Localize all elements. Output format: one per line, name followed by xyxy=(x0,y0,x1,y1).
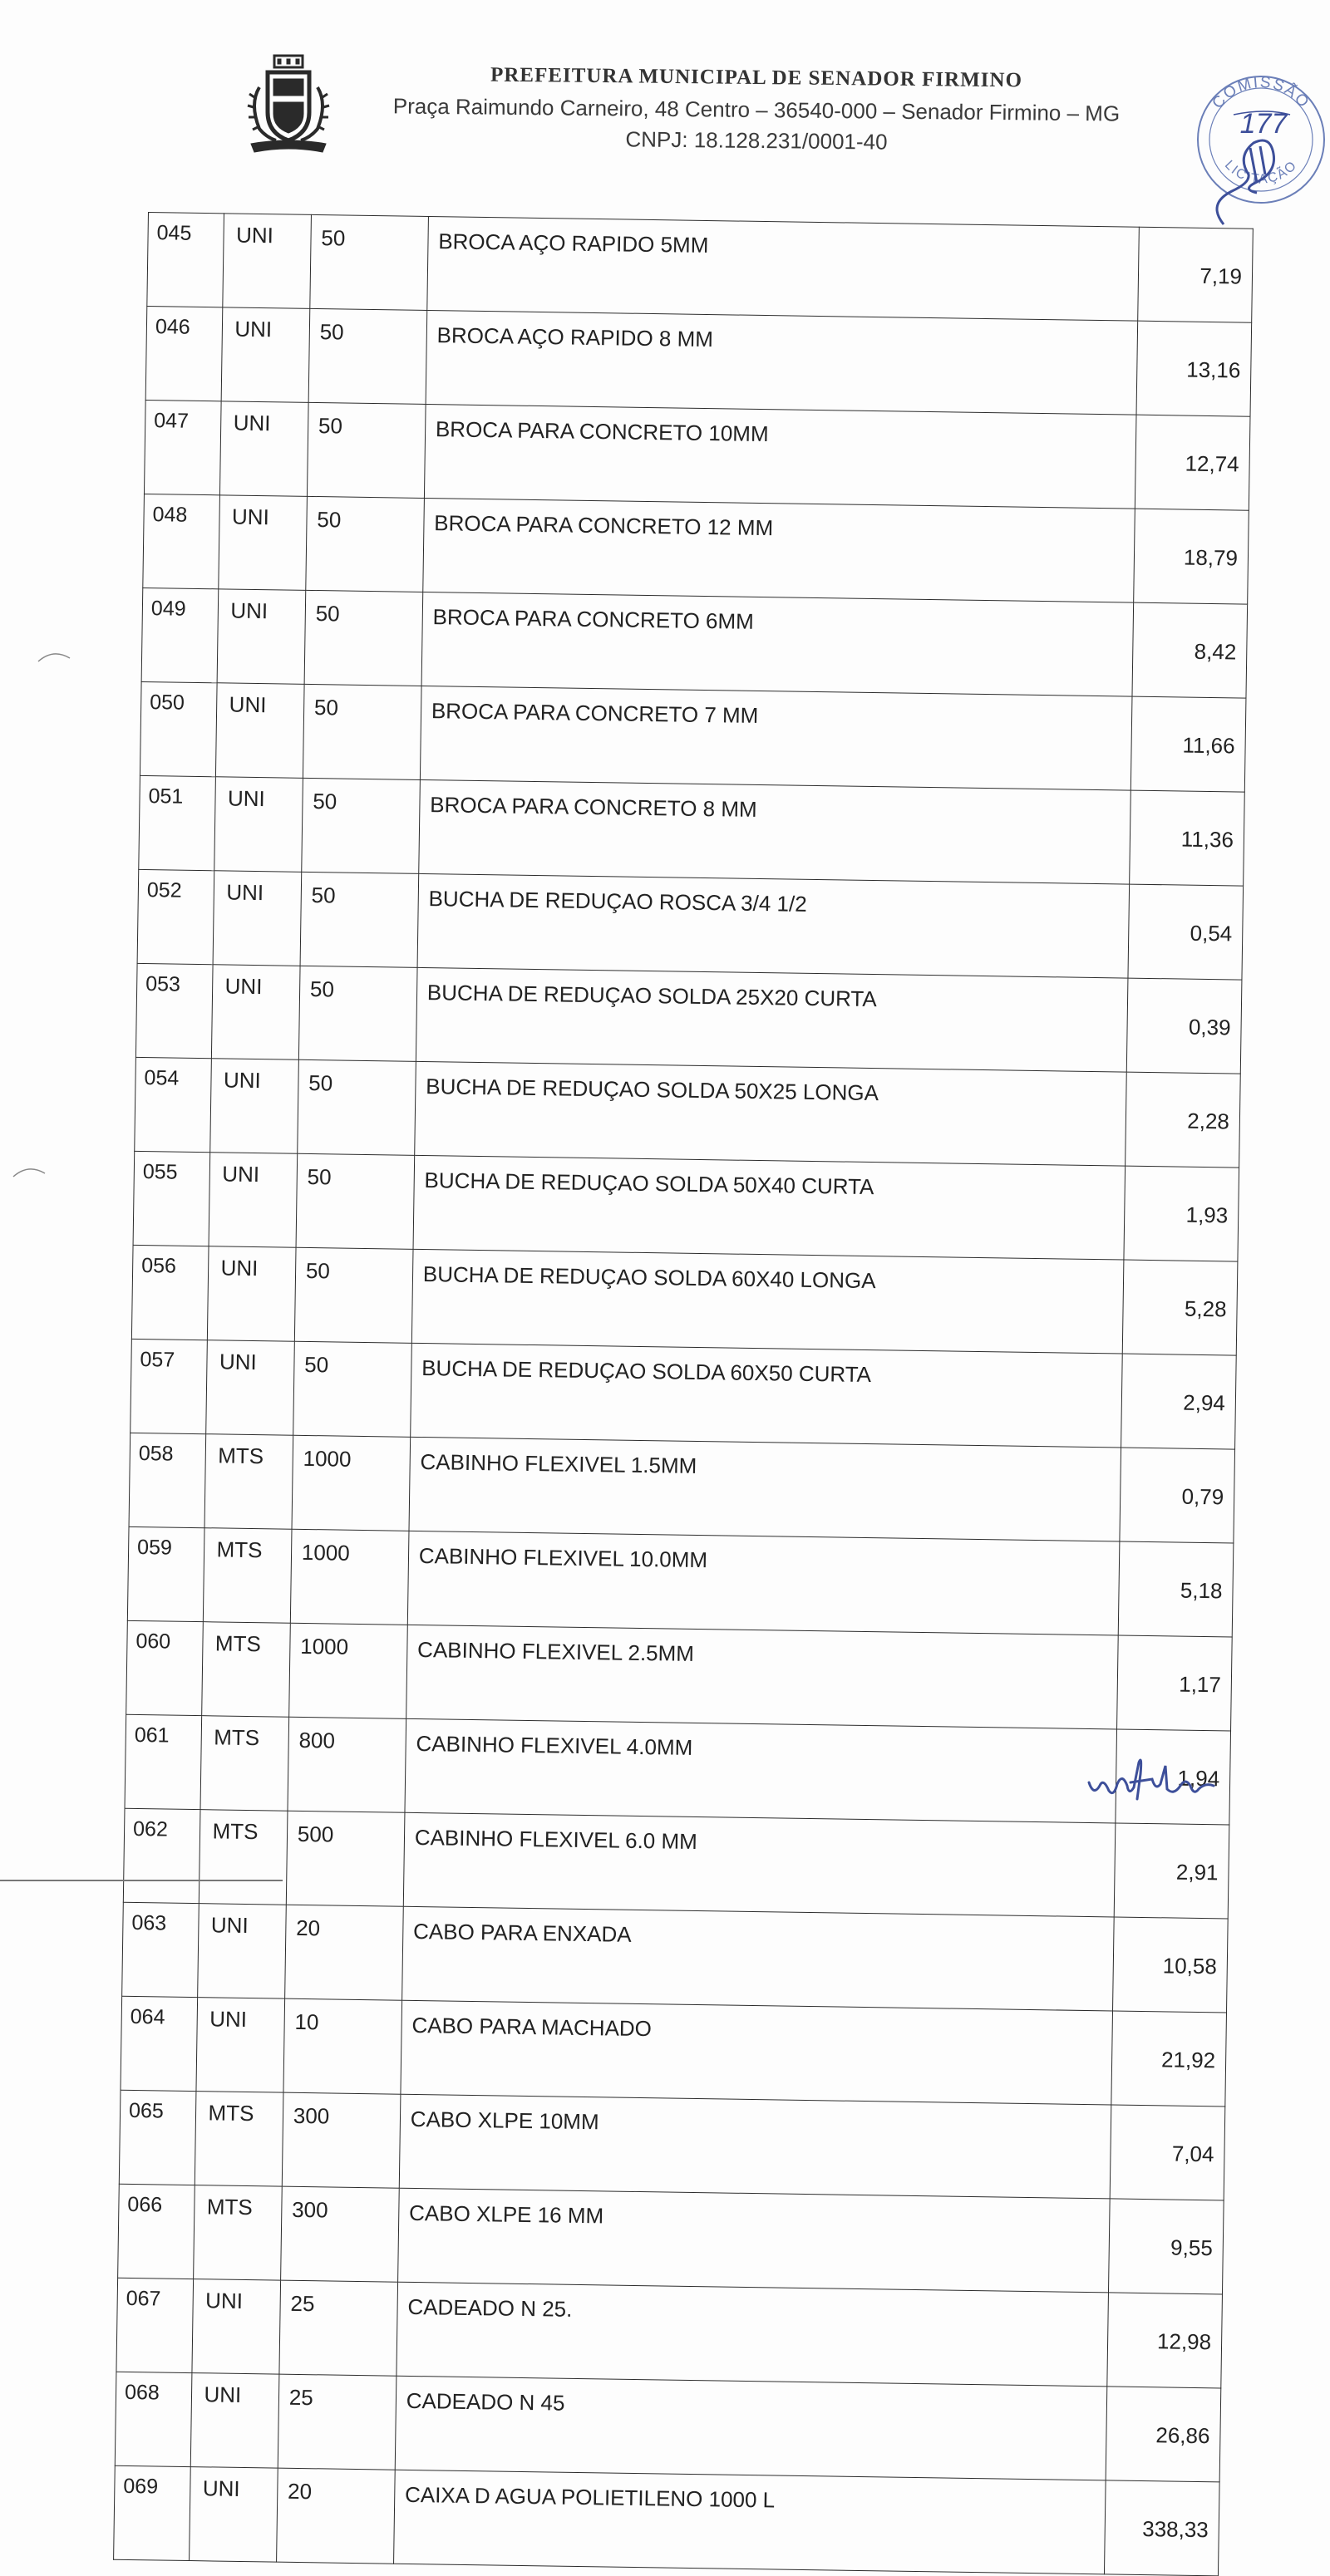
price-table xyxy=(113,212,1254,2576)
item-price-cell: 0,39 xyxy=(1127,978,1242,1074)
item-description-cell: BROCA AÇO RAPIDO 5MM xyxy=(427,217,1140,322)
item-quantity-cell: 50 xyxy=(293,1341,412,1437)
item-description-cell: CABO PARA ENXADA xyxy=(401,1906,1114,2011)
item-description-cell: BUCHA DE REDUÇAO SOLDA 60X50 CURTA xyxy=(410,1343,1122,1448)
item-code-cell: 066 xyxy=(118,2184,195,2279)
item-price-cell: 12,98 xyxy=(1107,2293,1222,2388)
table-row xyxy=(121,1996,1227,2107)
item-code-cell: 053 xyxy=(135,963,213,1058)
item-quantity-cell: 50 xyxy=(304,590,423,686)
item-unit-cell: UNI xyxy=(214,777,303,873)
table-row xyxy=(135,1057,1241,1168)
table-row xyxy=(141,587,1248,698)
item-code-cell: 059 xyxy=(127,1526,204,1621)
item-quantity-cell: 500 xyxy=(286,1811,405,1906)
item-quantity-cell: 25 xyxy=(279,2280,398,2376)
item-description-cell: BUCHA DE REDUÇAO SOLDA 50X25 LONGA xyxy=(415,1061,1127,1166)
item-description-cell: CABO XLPE 10MM xyxy=(399,2094,1111,2199)
item-price-cell: 1,17 xyxy=(1117,1635,1232,1731)
stamp-number: 177 xyxy=(1239,108,1288,140)
municipality-name: PREFEITURA MUNICIPAL DE SENADOR FIRMINO xyxy=(490,63,1023,92)
item-code-cell: 051 xyxy=(139,775,216,870)
item-unit-cell: MTS xyxy=(200,1810,288,1905)
handwritten-initials xyxy=(1081,1749,1222,1807)
item-code-cell: 058 xyxy=(129,1433,206,1527)
item-price-cell: 7,19 xyxy=(1138,227,1253,322)
table-row xyxy=(143,494,1249,604)
item-unit-cell: MTS xyxy=(202,1622,290,1718)
item-unit-cell: UNI xyxy=(208,1246,296,1342)
item-code-cell: 050 xyxy=(140,681,217,776)
item-price-cell: 7,04 xyxy=(1110,2105,1224,2200)
item-quantity-cell: 1000 xyxy=(288,1623,407,1718)
item-unit-cell: UNI xyxy=(198,1904,286,1999)
item-quantity-cell: 50 xyxy=(298,1059,416,1155)
item-code-cell: 068 xyxy=(115,2372,192,2466)
item-quantity-cell: 300 xyxy=(280,2186,399,2282)
item-code-cell: 045 xyxy=(147,213,224,307)
item-description-cell: BUCHA DE REDUÇAO SOLDA 25X20 CURTA xyxy=(416,967,1128,1072)
table-row xyxy=(122,1902,1229,2013)
item-unit-cell: UNI xyxy=(209,1153,298,1248)
item-unit-cell: UNI xyxy=(196,1998,284,2093)
margin-hole-mark xyxy=(12,1163,47,1178)
table-row xyxy=(131,1245,1238,1355)
commission-stamp xyxy=(1190,50,1330,237)
item-unit-cell: UNI xyxy=(210,1059,298,1154)
item-price-cell: 13,16 xyxy=(1136,321,1251,416)
table-row xyxy=(114,2465,1220,2576)
item-unit-cell: UNI xyxy=(220,401,308,497)
item-code-cell: 064 xyxy=(121,1996,198,2091)
item-unit-cell: MTS xyxy=(200,1716,288,1812)
item-code-cell: 048 xyxy=(143,494,220,588)
item-quantity-cell: 50 xyxy=(296,1153,415,1249)
item-code-cell: 047 xyxy=(144,400,221,494)
item-price-cell: 1,93 xyxy=(1124,1166,1239,1261)
item-description-cell: CADEADO N 45 xyxy=(395,2376,1107,2480)
item-unit-cell: UNI xyxy=(216,683,304,779)
letterhead xyxy=(0,50,1330,175)
item-quantity-cell: 50 xyxy=(302,778,421,873)
item-code-cell: 052 xyxy=(137,869,214,964)
item-price-cell: 10,58 xyxy=(1113,1917,1228,2013)
table-row xyxy=(140,681,1246,792)
margin-hole-mark xyxy=(37,648,71,663)
item-description-cell: CABINHO FLEXIVEL 10.0MM xyxy=(407,1531,1120,1635)
item-price-cell: 0,79 xyxy=(1120,1448,1234,1543)
item-quantity-cell: 50 xyxy=(308,308,427,404)
item-description-cell: BROCA PARA CONCRETO 7 MM xyxy=(420,686,1132,790)
item-code-cell: 055 xyxy=(133,1151,210,1246)
item-unit-cell: UNI xyxy=(222,307,310,403)
item-unit-cell: UNI xyxy=(212,965,300,1060)
item-price-cell: 338,33 xyxy=(1105,2480,1219,2576)
item-code-cell: 057 xyxy=(131,1339,208,1433)
item-quantity-cell: 25 xyxy=(278,2374,397,2470)
table-row xyxy=(129,1433,1235,1543)
item-price-cell: 12,74 xyxy=(1135,415,1250,510)
item-description-cell: CABINHO FLEXIVEL 6.0 MM xyxy=(403,1812,1116,1917)
item-code-cell: 054 xyxy=(135,1057,212,1152)
item-code-cell: 063 xyxy=(122,1902,200,1997)
table-row xyxy=(131,1339,1237,1449)
municipal-coat-of-arms-icon xyxy=(243,54,334,158)
item-code-cell: 062 xyxy=(123,1808,200,1903)
item-description-cell: CADEADO N 25. xyxy=(397,2282,1109,2387)
item-price-cell: 5,28 xyxy=(1123,1260,1238,1355)
item-unit-cell: MTS xyxy=(204,1434,293,1530)
item-quantity-cell: 50 xyxy=(298,966,417,1061)
item-unit-cell: UNI xyxy=(219,495,307,591)
stamp-top-text: COMISSÃO xyxy=(1209,73,1313,112)
item-unit-cell: MTS xyxy=(204,1528,292,1624)
item-description-cell: BUCHA DE REDUÇAO SOLDA 60X40 LONGA xyxy=(411,1249,1124,1354)
item-code-cell: 069 xyxy=(114,2465,191,2560)
table-row xyxy=(147,213,1254,323)
item-description-cell: BROCA PARA CONCRETO 8 MM xyxy=(419,779,1131,884)
item-unit-cell: UNI xyxy=(218,589,306,685)
table-row xyxy=(135,963,1242,1074)
item-description-cell: CABINHO FLEXIVEL 2.5MM xyxy=(406,1625,1118,1729)
item-description-cell: BROCA AÇO RAPIDO 8 MM xyxy=(426,310,1138,415)
item-price-cell: 2,91 xyxy=(1114,1823,1229,1919)
item-price-cell: 0,54 xyxy=(1128,884,1243,980)
table-row xyxy=(133,1151,1239,1261)
item-description-cell: BUCHA DE REDUÇAO SOLDA 50X40 CURTA xyxy=(413,1155,1126,1260)
item-price-cell: 8,42 xyxy=(1132,602,1247,698)
item-price-cell: 18,79 xyxy=(1134,509,1249,604)
table-row xyxy=(144,400,1250,510)
item-description-cell: CAIXA D AGUA POLIETILENO 1000 L xyxy=(393,2470,1106,2574)
municipality-address: Praça Raimundo Carneiro, 48 Centro – 36540-000 – Senador Firmino – MG xyxy=(392,93,1121,126)
item-price-cell: 11,66 xyxy=(1131,696,1246,792)
table-row xyxy=(116,2278,1223,2388)
item-unit-cell: UNI xyxy=(206,1340,294,1436)
item-code-cell: 061 xyxy=(125,1714,202,1809)
item-quantity-cell: 50 xyxy=(306,496,425,592)
item-unit-cell: UNI xyxy=(223,214,311,309)
municipality-cnpj: CNPJ: 18.128.231/0001-40 xyxy=(625,126,888,155)
item-code-cell: 060 xyxy=(126,1620,204,1715)
item-price-cell: 2,94 xyxy=(1121,1354,1236,1449)
price-table-body xyxy=(114,213,1254,2576)
item-price-cell: 21,92 xyxy=(1111,2011,1226,2107)
item-unit-cell: UNI xyxy=(192,2279,280,2375)
item-price-cell: 1,94 xyxy=(1116,1729,1230,1825)
item-price-cell: 11,36 xyxy=(1130,790,1244,886)
item-description-cell: CABINHO FLEXIVEL 4.0MM xyxy=(405,1718,1117,1823)
item-code-cell: 049 xyxy=(141,587,219,682)
item-code-cell: 067 xyxy=(116,2278,194,2372)
item-unit-cell: MTS xyxy=(195,2092,283,2187)
item-description-cell: BUCHA DE REDUÇAO ROSCA 3/4 1/2 xyxy=(417,873,1130,978)
item-description-cell: BROCA PARA CONCRETO 6MM xyxy=(421,592,1134,696)
item-quantity-cell: 20 xyxy=(284,1905,403,2000)
item-code-cell: 056 xyxy=(131,1245,209,1340)
table-row xyxy=(115,2372,1221,2482)
item-price-cell: 9,55 xyxy=(1109,2199,1224,2294)
table-row xyxy=(119,2090,1225,2200)
table-row xyxy=(137,869,1244,980)
item-description-cell: CABINHO FLEXIVEL 1.5MM xyxy=(409,1437,1121,1541)
item-description-cell: CABO XLPE 16 MM xyxy=(397,2188,1110,2293)
item-unit-cell: MTS xyxy=(194,2185,282,2281)
item-code-cell: 065 xyxy=(119,2090,196,2185)
item-quantity-cell: 10 xyxy=(283,1998,402,2094)
item-price-cell: 5,18 xyxy=(1119,1541,1234,1637)
item-quantity-cell: 50 xyxy=(294,1247,413,1343)
table-row xyxy=(139,775,1245,886)
item-unit-cell: UNI xyxy=(214,871,302,966)
item-quantity-cell: 20 xyxy=(276,2468,395,2564)
item-unit-cell: UNI xyxy=(190,2467,278,2563)
item-quantity-cell: 50 xyxy=(307,402,426,498)
table-row xyxy=(125,1714,1231,1825)
table-row xyxy=(145,306,1252,416)
item-description-cell: BROCA PARA CONCRETO 10MM xyxy=(424,404,1136,509)
svg-text:LICITAÇÃO xyxy=(1222,158,1300,187)
item-quantity-cell: 50 xyxy=(303,684,421,779)
table-row xyxy=(127,1526,1234,1637)
item-code-cell: 046 xyxy=(145,306,223,401)
item-quantity-cell: 50 xyxy=(310,214,429,310)
item-quantity-cell: 1000 xyxy=(290,1529,409,1625)
item-quantity-cell: 800 xyxy=(288,1717,406,1812)
item-price-cell: 26,86 xyxy=(1106,2387,1220,2482)
item-description-cell: BROCA PARA CONCRETO 12 MM xyxy=(423,498,1135,602)
page-bottom-edge xyxy=(0,1880,283,1881)
item-price-cell: 2,28 xyxy=(1126,1072,1240,1168)
table-row xyxy=(123,1808,1229,1919)
item-description-cell: CABO PARA MACHADO xyxy=(401,2000,1113,2105)
item-unit-cell: UNI xyxy=(191,2373,279,2469)
item-quantity-cell: 300 xyxy=(282,2092,401,2188)
item-quantity-cell: 1000 xyxy=(292,1435,411,1531)
item-quantity-cell: 50 xyxy=(300,872,419,967)
stamp-bottom-text: LICITAÇÃO xyxy=(1221,158,1301,187)
table-row xyxy=(126,1620,1233,1731)
table-row xyxy=(118,2184,1224,2294)
svg-text:COMISSÃO xyxy=(1209,74,1313,112)
